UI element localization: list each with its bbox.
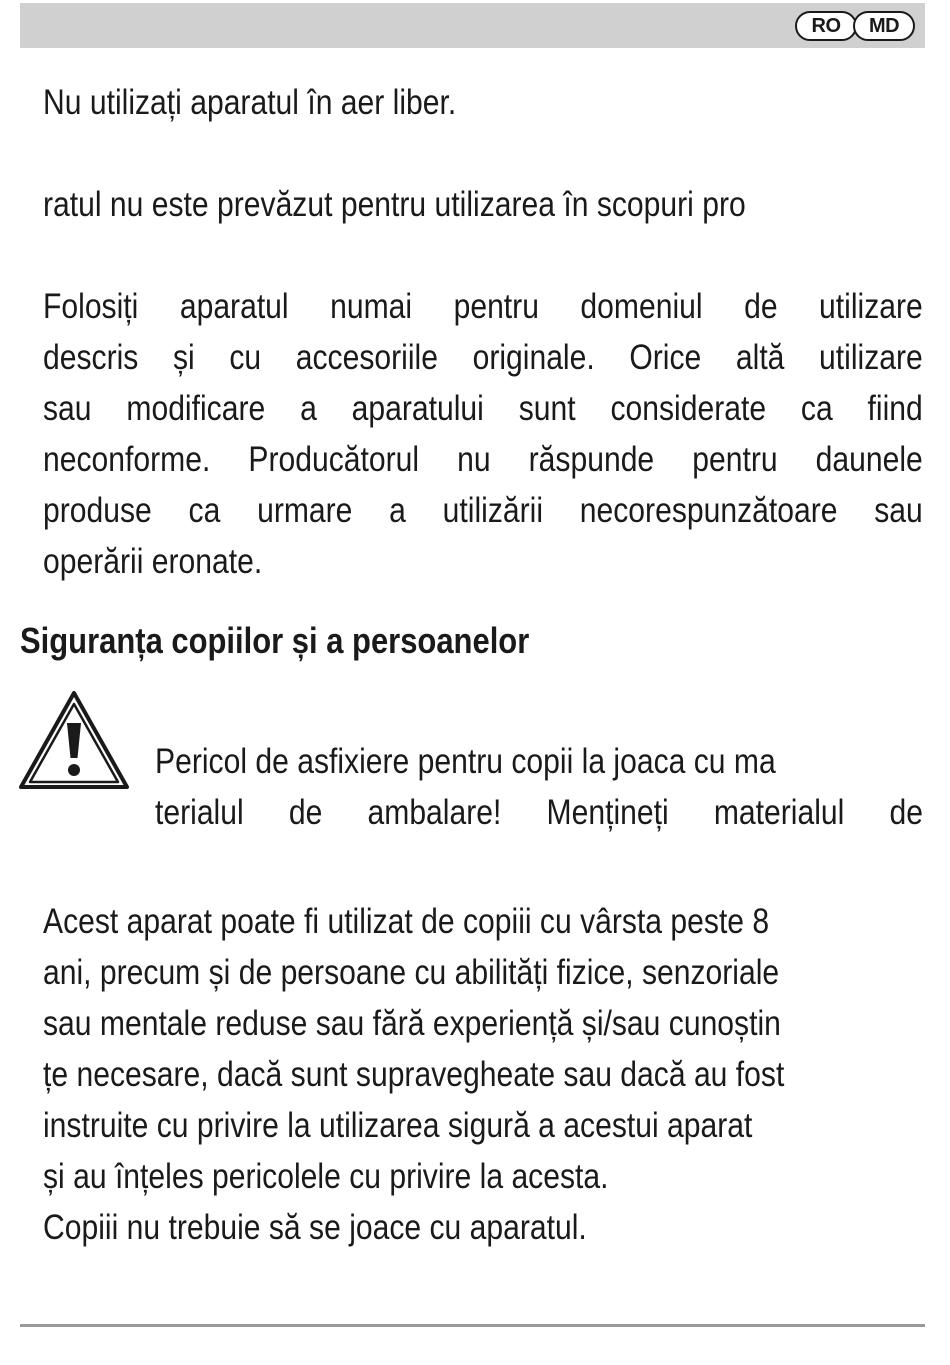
children-line: și au înțeles pericolele cu privire la acesta. xyxy=(43,1157,609,1196)
children-paragraph xyxy=(43,896,923,1253)
usage-line: neconforme. Producătorul nu răspunde pentru daunele xyxy=(43,440,923,479)
page-header-bar xyxy=(20,3,925,48)
children-line: Acest aparat poate fi utilizat de copiii cu vârsta peste 8 xyxy=(43,902,770,941)
usage-line: produse ca urmare a utilizării necorespunzătoare sau xyxy=(43,491,923,530)
usage-line: operării eronate. xyxy=(43,542,263,581)
professional-use-text: ratul nu este prevăzut pentru utilizarea în scopuri pro xyxy=(43,185,746,224)
usage-paragraph xyxy=(43,281,923,587)
language-badges xyxy=(799,11,915,41)
warning-triangle-icon xyxy=(18,690,130,790)
section-heading-child-safety: Siguranța copiilor și a persoanelor xyxy=(20,620,530,661)
warning-paragraph xyxy=(155,736,923,838)
language-badge-ro: RO xyxy=(795,11,857,41)
children-line: țe necesare, dacă sunt supravegheate sau dacă au fost xyxy=(43,1055,785,1094)
warning-line: Pericol de asfixiere pentru copii la joaca cu ma xyxy=(155,742,776,781)
children-line: sau mentale reduse sau fără experiență și/sau cunoștin xyxy=(43,1004,781,1043)
usage-line: Folosiți aparatul numai pentru domeniul de utilizare xyxy=(43,287,923,326)
warning-line: terialul de ambalare! Mențineți materialul de xyxy=(155,793,923,832)
outdoor-warning-text: Nu utilizați aparatul în aer liber. xyxy=(43,83,457,122)
usage-line: sau modificare a aparatului sunt considerate ca fiind xyxy=(43,389,923,428)
language-badge-md: MD xyxy=(853,11,915,41)
children-line: instruite cu privire la utilizarea sigură a acestui aparat xyxy=(43,1106,753,1145)
usage-line: descris și cu accesoriile originale. Orice altă utilizare xyxy=(43,338,923,377)
footer-divider xyxy=(20,1324,925,1327)
children-line: ani, precum și de persoane cu abilități fizice, senzoriale xyxy=(43,953,780,992)
children-line: Copiii nu trebuie să se joace cu aparatul. xyxy=(43,1208,587,1247)
